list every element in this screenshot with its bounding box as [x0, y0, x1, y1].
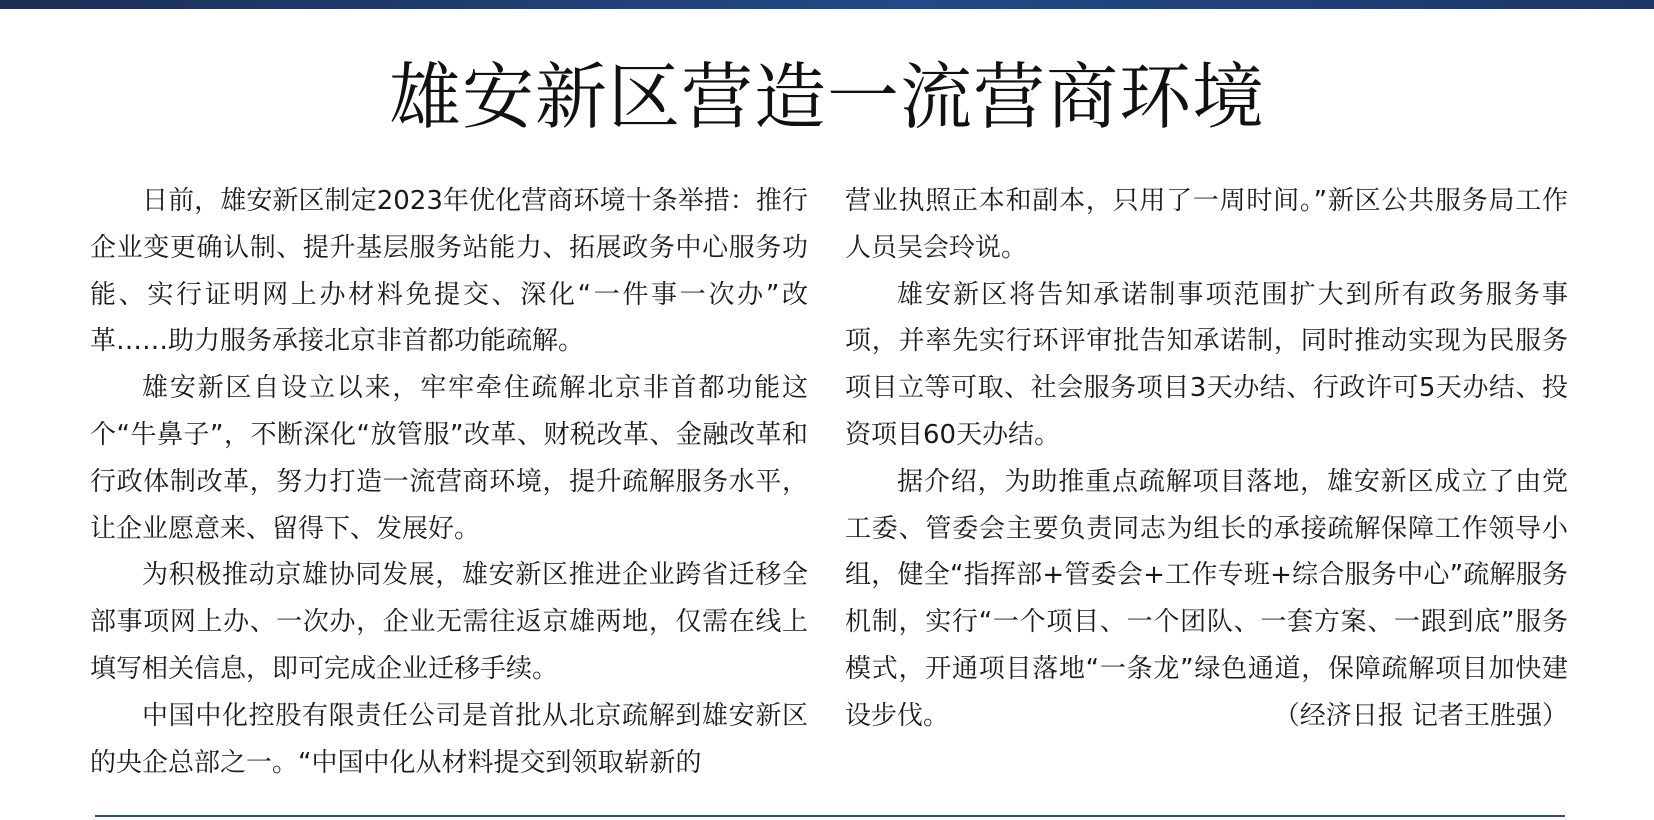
paragraph-3: 为积极推动京雄协同发展，雄安新区推进企业跨省迁移全部事项网上办、一次办，企业无需往返京雄两地，仅需在线上填写相关信息，即可完成企业迁移手续。: [90, 560, 808, 684]
article-column-left: [90, 178, 808, 786]
article-headline: 雄安新区营造一流营商环境: [388, 55, 1265, 139]
paragraph-4: 中国中化控股有限责任公司是首批从北京疏解到雄安新区的央企总部之一。“中国中化从材料提交到领取崭新的: [90, 700, 808, 778]
bottom-divider-line: [95, 815, 1565, 817]
paragraph-5: 雄安新区将告知承诺制事项范围扩大到所有政务服务事项，并率先实行环评审批告知承诺制，同时推动实现为民服务项目立等可取、社会服务项目3天办结、行政许可5天办结、投资项目60天办结。: [845, 279, 1568, 450]
paragraph-4-continued: 营业执照正本和副本，只用了一周时间。”新区公共服务局工作人员吴会玲说。: [845, 186, 1568, 263]
paragraph-2: 雄安新区自设立以来，牢牢牵住疏解北京非首都功能这个“牛鼻子”，不断深化“放管服”改革、财税改革、金融改革和行政体制改革，努力打造一流营商环境，提升疏解服务水平，让企业愿意来、留得下、发展好。: [90, 373, 808, 544]
top-color-bar: [0, 0, 1654, 9]
paragraph-1: 日前，雄安新区制定2023年优化营商环境十条举措：推行企业变更确认制、提升基层服务站能力、拓展政务中心服务功能、实行证明网上办材料免提交、深化“一件事一次办”改革……助力服务承接北京非首都功能疏解。: [90, 186, 808, 357]
article-column-right: [845, 178, 1568, 740]
byline: （经济日报 记者王胜强）: [1273, 700, 1568, 731]
paragraph-6: [845, 459, 1568, 740]
paragraph-6-text: 据介绍，为助推重点疏解项目落地，雄安新区成立了由党工委、管委会主要负责同志为组长的承接疏解保障工作领导小组，健全“指挥部+管委会+工作专班+综合服务中心”疏解服务机制，实行“一个项目、一个团队、一套方案、一跟到底”服务模式，开通项目落地“一条龙”绿色通道，保障疏解项目加快建设步伐。: [845, 466, 1568, 731]
